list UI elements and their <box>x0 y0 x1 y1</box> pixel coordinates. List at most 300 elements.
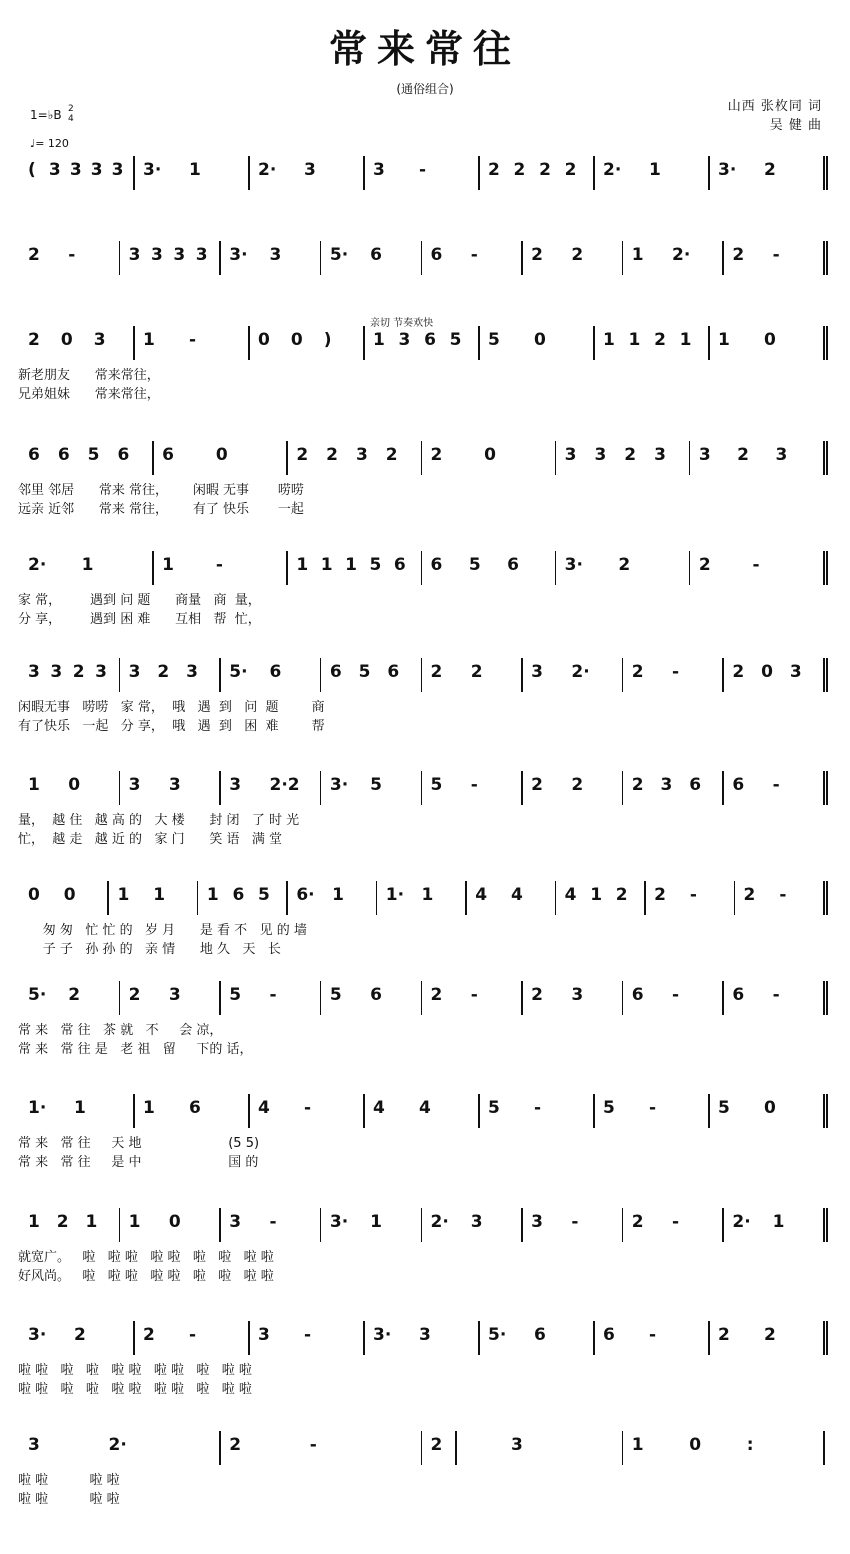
note-symbol: 6 <box>232 885 245 905</box>
system-end-bar-line <box>826 981 828 1015</box>
bar-line <box>465 881 467 915</box>
note-symbol: 2· <box>603 160 622 180</box>
notation-line <box>0 1098 850 1128</box>
bar-line <box>734 881 736 915</box>
note-symbol: 3· <box>718 160 737 180</box>
note-symbol: 1 <box>631 245 644 265</box>
note-symbol: 1 <box>296 555 309 575</box>
note-symbol: 2 <box>764 160 776 180</box>
note-symbol: 5· <box>229 662 248 682</box>
note-symbol: - <box>68 245 76 265</box>
notation-line <box>0 1435 850 1465</box>
bar-line <box>722 241 724 275</box>
bar-line <box>286 441 288 475</box>
note-symbol: - <box>189 1325 197 1345</box>
bar-line <box>119 241 121 275</box>
note-symbol: - <box>779 885 787 905</box>
note-symbol: 1 <box>649 160 661 180</box>
bar-line <box>421 551 423 585</box>
bar-line <box>823 1208 825 1242</box>
note-symbol: 2 <box>718 1325 730 1345</box>
notation-line <box>0 245 850 275</box>
lyric-line-2: 子 子 孙 孙 的 亲 情 地 久 天 长 <box>18 942 281 957</box>
note-symbol: 2· <box>672 245 691 265</box>
bar-line <box>722 771 724 805</box>
note-symbol: 3 <box>269 245 282 265</box>
bar-line <box>823 326 825 360</box>
note-symbol: 6 <box>393 555 406 575</box>
note-symbol: 6 <box>732 985 745 1005</box>
note-symbol: 2 <box>488 160 500 180</box>
note-symbol: 1 <box>345 555 357 575</box>
note-symbol: 2 <box>624 445 637 465</box>
note-symbol: 1 <box>590 885 603 905</box>
note-symbol: 2·2 <box>269 775 300 795</box>
note-symbol: 0 <box>484 445 496 465</box>
bar-line <box>708 156 710 190</box>
lyric-line-1: 家 常， 遇到 问 题 商量 商 量， <box>18 593 261 608</box>
note-symbol: 3 <box>654 445 666 465</box>
bar-line <box>421 441 423 475</box>
expression-marking: 亲切 节奏欢快 <box>370 318 434 329</box>
bar-line <box>219 771 221 805</box>
note-symbol: 5 <box>370 775 382 795</box>
note-symbol: - <box>269 1212 277 1232</box>
bar-line <box>421 1431 423 1465</box>
note-symbol: 5· <box>329 245 349 265</box>
note-symbol: 6 <box>28 445 40 465</box>
bar-line <box>421 771 423 805</box>
note-symbol: 6 <box>329 662 342 682</box>
bar-line <box>823 551 825 585</box>
bar-line <box>708 1094 710 1128</box>
bar-line <box>197 881 199 915</box>
note-symbol: 2 <box>128 985 141 1005</box>
note-symbol: 3 <box>511 1435 523 1455</box>
system-end-bar-line <box>826 1208 828 1242</box>
note-symbol: 3 <box>128 662 141 682</box>
bar-line <box>521 1208 523 1242</box>
note-symbol: 1 <box>74 1098 86 1118</box>
bar-line <box>722 1208 724 1242</box>
note-symbol: 2 <box>74 1325 86 1345</box>
note-symbol: 6 <box>117 445 130 465</box>
note-symbol: 3 <box>398 330 411 350</box>
bar-line <box>219 241 221 275</box>
bar-line <box>376 881 378 915</box>
note-symbol: 1 <box>28 775 40 795</box>
bar-line <box>320 658 322 692</box>
note-symbol: 2 <box>296 445 309 465</box>
note-symbol: 1 <box>628 330 641 350</box>
note-symbol: 2· <box>28 555 47 575</box>
note-symbol: - <box>752 555 760 575</box>
note-symbol: 5 <box>603 1098 615 1118</box>
bar-line <box>521 981 523 1015</box>
lyric-line-2: 啦 啦 啦 啦 啦 啦 啦 啦 啦 啦 啦 <box>18 1382 252 1397</box>
note-symbol: 2 <box>28 245 40 265</box>
bar-line <box>555 441 557 475</box>
lyric-line-1: 量， 越 住 越 高 的 大 楼 封 闭 了 时 光 <box>18 813 300 828</box>
note-symbol: 4 <box>511 885 523 905</box>
bar-line <box>286 551 288 585</box>
bar-line <box>823 771 825 805</box>
note-symbol: 3 <box>571 985 584 1005</box>
note-symbol: 2 <box>326 445 338 465</box>
note-symbol: 6 <box>370 245 382 265</box>
bar-line <box>248 1094 250 1128</box>
note-symbol: 1 <box>117 885 130 905</box>
system-end-bar-line <box>826 1094 828 1128</box>
bar-line <box>421 241 423 275</box>
system-end-bar-line <box>826 326 828 360</box>
note-symbol: 0 <box>290 330 303 350</box>
note-symbol: 1 <box>81 555 94 575</box>
bar-line <box>478 1321 480 1355</box>
note-symbol: : <box>746 1435 754 1455</box>
note-symbol: 1 <box>28 1212 40 1232</box>
note-symbol: - <box>189 330 197 350</box>
note-symbol: - <box>689 885 697 905</box>
note-symbol: - <box>772 245 780 265</box>
notation-line <box>0 160 850 190</box>
note-symbol: 0 <box>258 330 270 350</box>
system-end-bar-line <box>826 156 828 190</box>
bar-line <box>622 1208 624 1242</box>
notation-line <box>0 662 850 692</box>
note-symbol: 3· <box>329 1212 349 1232</box>
lyric-line-1: 啦 啦 啦 啦 啦 啦 啦 啦 啦 啦 啦 <box>18 1363 252 1378</box>
note-symbol: 5· <box>488 1325 507 1345</box>
note-symbol: 0 <box>764 330 776 350</box>
note-symbol: 0 <box>764 1098 776 1118</box>
note-symbol: 6 <box>424 330 436 350</box>
note-symbol: 3· <box>28 1325 47 1345</box>
bar-line <box>133 326 135 360</box>
bar-line <box>363 1321 365 1355</box>
bar-line <box>286 881 288 915</box>
bar-line <box>119 1208 121 1242</box>
note-symbol: 6· <box>296 885 315 905</box>
bar-line <box>363 156 365 190</box>
note-symbol: 2 <box>531 775 543 795</box>
note-symbol: 2 <box>539 160 551 180</box>
notation-line <box>0 885 850 915</box>
bar-line <box>593 156 595 190</box>
note-symbol: 3 <box>50 662 63 682</box>
system-end-bar-line <box>826 658 828 692</box>
bar-line <box>689 441 691 475</box>
note-symbol: 2· <box>732 1212 751 1232</box>
notation-line <box>0 775 850 805</box>
note-symbol: 1 <box>603 330 615 350</box>
note-symbol: 1 <box>373 330 385 350</box>
lyric-line-1: 匆 匆 忙 忙 的 岁 月 是 看 不 见 的 墙 <box>18 923 307 938</box>
note-symbol: 3 <box>128 775 141 795</box>
note-symbol: 0 <box>689 1435 702 1455</box>
note-symbol: - <box>470 245 478 265</box>
note-symbol: - <box>772 985 780 1005</box>
system-end-bar-line <box>826 771 828 805</box>
bar-line <box>320 1208 322 1242</box>
system-end-bar-line <box>826 241 828 275</box>
bar-line <box>823 1094 825 1128</box>
bar-line <box>133 156 135 190</box>
note-symbol: 2 <box>571 245 584 265</box>
bar-line <box>119 771 121 805</box>
note-symbol: 3 <box>304 160 316 180</box>
bar-line <box>622 241 624 275</box>
system-end-bar-line <box>826 1321 828 1355</box>
note-symbol: 2 <box>470 662 483 682</box>
note-symbol: 3 <box>111 160 124 180</box>
note-symbol: 1 <box>206 885 219 905</box>
lyric-line-2: 远亲 近邻 常来 常往， 有了 快乐 一起 <box>18 502 304 517</box>
note-symbol: ( <box>28 160 36 180</box>
bar-line <box>593 326 595 360</box>
note-symbol: 4 <box>258 1098 270 1118</box>
note-symbol: 2· <box>108 1435 127 1455</box>
lyric-line-2: 啦 啦 啦 啦 <box>18 1492 120 1507</box>
bar-line <box>119 658 121 692</box>
note-symbol: 3 <box>373 160 385 180</box>
bar-line <box>248 1321 250 1355</box>
note-symbol: 0 <box>168 1212 181 1232</box>
bar-line <box>363 1094 365 1128</box>
note-symbol: 0 <box>68 775 81 795</box>
note-symbol: 5 <box>329 985 342 1005</box>
note-symbol: 6 <box>507 555 519 575</box>
note-symbol: 3 <box>195 245 208 265</box>
lyric-line-2: 常 来 常 往 是 中 国 的 <box>18 1155 259 1170</box>
note-symbol: 3 <box>95 662 107 682</box>
note-symbol: 2 <box>564 160 577 180</box>
note-symbol: 1 <box>320 555 333 575</box>
note-symbol: 4 <box>564 885 577 905</box>
bar-line <box>107 881 109 915</box>
lyric-line-2: 好风尚。 啦 啦 啦 啦 啦 啦 啦 啦 啦 <box>18 1269 274 1284</box>
bar-line <box>823 881 825 915</box>
note-symbol: - <box>649 1325 657 1345</box>
note-symbol: 2 <box>68 985 81 1005</box>
note-symbol: 1 <box>332 885 344 905</box>
note-symbol: 2 <box>385 445 398 465</box>
bar-line <box>521 241 523 275</box>
note-symbol: 4 <box>373 1098 385 1118</box>
bar-line <box>622 771 624 805</box>
bar-line <box>421 981 423 1015</box>
lyric-line-1: 就宽广。 啦 啦 啦 啦 啦 啦 啦 啦 啦 <box>18 1250 274 1265</box>
note-symbol: 2 <box>72 662 85 682</box>
note-symbol: - <box>672 985 680 1005</box>
note-symbol: 1 <box>143 1098 155 1118</box>
note-symbol: 1· <box>28 1098 47 1118</box>
lyric-line-1: 闲暇无事 唠唠 家 常， 哦 遇 到 问 题 商 <box>18 700 325 715</box>
bar-line <box>133 1094 135 1128</box>
note-symbol: 2 <box>737 445 749 465</box>
note-symbol: 6 <box>534 1325 546 1345</box>
note-symbol: 3 <box>173 245 186 265</box>
note-symbol: 5 <box>369 555 382 575</box>
note-symbol: 2 <box>28 330 40 350</box>
note-symbol: 3 <box>594 445 607 465</box>
bar-line <box>593 1321 595 1355</box>
note-symbol: 2 <box>698 555 711 575</box>
note-symbol: 3· <box>373 1325 392 1345</box>
note-symbol: 2 <box>229 1435 242 1455</box>
note-symbol: 2 <box>430 662 443 682</box>
note-symbol: 3 <box>128 245 141 265</box>
bar-line <box>689 551 691 585</box>
bar-line <box>133 1321 135 1355</box>
key-signature: 1=♭B <box>30 108 62 122</box>
note-symbol: 2 <box>654 330 666 350</box>
song-subtitle: (通俗组合) <box>396 82 454 96</box>
note-symbol: 0 <box>60 330 73 350</box>
bar-line <box>622 981 624 1015</box>
note-symbol: 2 <box>732 662 745 682</box>
note-symbol: - <box>772 775 780 795</box>
note-symbol: 6 <box>603 1325 615 1345</box>
note-symbol: 1 <box>370 1212 382 1232</box>
note-symbol: 2 <box>157 662 170 682</box>
note-symbol: 2 <box>531 985 543 1005</box>
bar-line <box>521 658 523 692</box>
note-symbol: 1 <box>421 885 434 905</box>
bar-line <box>248 156 250 190</box>
note-symbol: 5 <box>258 885 270 905</box>
note-symbol: 3 <box>531 662 543 682</box>
composer-credit: 吴 健 曲 <box>769 118 822 133</box>
note-symbol: 4 <box>419 1098 431 1118</box>
note-symbol: 1 <box>143 330 155 350</box>
notation-line <box>0 985 850 1015</box>
lyric-line-1: 新老朋友 常来常往， <box>18 368 160 383</box>
note-symbol: 2· <box>430 1212 449 1232</box>
lyric-line-1: 常 来 常 往 茶 就 不 会 凉， <box>18 1023 223 1038</box>
note-symbol: 2 <box>764 1325 776 1345</box>
note-symbol: 6 <box>689 775 702 795</box>
bar-line <box>421 1208 423 1242</box>
note-symbol: 2 <box>430 985 443 1005</box>
note-symbol: 3 <box>564 445 577 465</box>
bar-line <box>219 1431 221 1465</box>
bar-line <box>320 241 322 275</box>
note-symbol: 0 <box>215 445 228 465</box>
bar-line <box>320 981 322 1015</box>
note-symbol: 2 <box>631 1212 644 1232</box>
note-symbol: 2 <box>56 1212 69 1232</box>
note-symbol: 3 <box>789 662 802 682</box>
notation-line <box>0 1325 850 1355</box>
bar-line <box>823 441 825 475</box>
bar-line <box>152 551 154 585</box>
note-symbol: - <box>269 985 277 1005</box>
note-symbol: 2 <box>631 662 644 682</box>
note-symbol: 3 <box>69 160 82 180</box>
note-symbol: 3 <box>775 445 788 465</box>
note-symbol: 6 <box>269 662 282 682</box>
note-symbol: - <box>304 1098 312 1118</box>
note-symbol: - <box>534 1098 542 1118</box>
note-symbol: 3 <box>28 662 40 682</box>
bar-line <box>823 156 825 190</box>
system-end-bar-line <box>826 551 828 585</box>
bar-line <box>722 658 724 692</box>
note-symbol: 3· <box>564 555 583 575</box>
note-symbol: ) <box>323 330 332 350</box>
note-symbol: 3 <box>258 1325 270 1345</box>
note-symbol: 0 <box>63 885 76 905</box>
bar-line <box>593 1094 595 1128</box>
note-symbol: 3 <box>93 330 106 350</box>
bar-line <box>622 658 624 692</box>
note-symbol: - <box>649 1098 657 1118</box>
lyric-line-1: 啦 啦 啦 啦 <box>18 1473 120 1488</box>
note-symbol: 0 <box>28 885 40 905</box>
lyric-line-2: 分 享， 遇到 困 难 互相 帮 忙， <box>18 612 261 627</box>
note-symbol: 5 <box>488 1098 500 1118</box>
note-symbol: 6 <box>430 555 443 575</box>
bar-line <box>708 1321 710 1355</box>
note-symbol: - <box>215 555 223 575</box>
bar-line <box>248 326 250 360</box>
note-symbol: 5 <box>358 662 371 682</box>
bar-line <box>555 551 557 585</box>
lyric-line-2: 忙， 越 走 越 近 的 家 门 笑 语 满 堂 <box>18 832 283 847</box>
note-symbol: 3 <box>355 445 368 465</box>
note-symbol: 1 <box>85 1212 98 1232</box>
note-symbol: 2 <box>654 885 666 905</box>
note-symbol: - <box>309 1435 317 1455</box>
note-symbol: 3 <box>660 775 673 795</box>
note-symbol: 3 <box>28 1435 40 1455</box>
note-symbol: 3 <box>419 1325 431 1345</box>
bar-line <box>219 1208 221 1242</box>
note-symbol: - <box>672 662 680 682</box>
lyric-line-2: 兄弟姐妹 常来常往， <box>18 387 160 402</box>
note-symbol: 3 <box>229 775 242 795</box>
note-symbol: 3· <box>329 775 349 795</box>
note-symbol: 6 <box>162 445 174 465</box>
note-symbol: 3 <box>168 775 181 795</box>
note-symbol: 6 <box>189 1098 201 1118</box>
note-symbol: 1 <box>153 885 166 905</box>
note-symbol: 3· <box>229 245 248 265</box>
notation-line <box>0 555 850 585</box>
bar-line <box>478 1094 480 1128</box>
note-symbol: 3 <box>90 160 103 180</box>
bar-line <box>478 156 480 190</box>
note-symbol: 5 <box>718 1098 730 1118</box>
note-symbol: 0 <box>534 330 546 350</box>
note-symbol: - <box>672 1212 680 1232</box>
bar-line <box>320 771 322 805</box>
lyric-line-1: 邻里 邻居 常来 常往， 闲暇 无事 唠唠 <box>18 483 304 498</box>
note-symbol: 3 <box>531 1212 543 1232</box>
notation-line <box>0 330 850 360</box>
note-symbol: - <box>470 985 478 1005</box>
note-symbol: 3 <box>186 662 198 682</box>
note-symbol: 5 <box>87 445 100 465</box>
note-symbol: 1 <box>679 330 692 350</box>
note-symbol: 3 <box>150 245 163 265</box>
note-symbol: 3· <box>143 160 162 180</box>
bar-line <box>644 881 646 915</box>
note-symbol: - <box>470 775 478 795</box>
bar-line <box>119 981 121 1015</box>
note-symbol: 2· <box>258 160 277 180</box>
